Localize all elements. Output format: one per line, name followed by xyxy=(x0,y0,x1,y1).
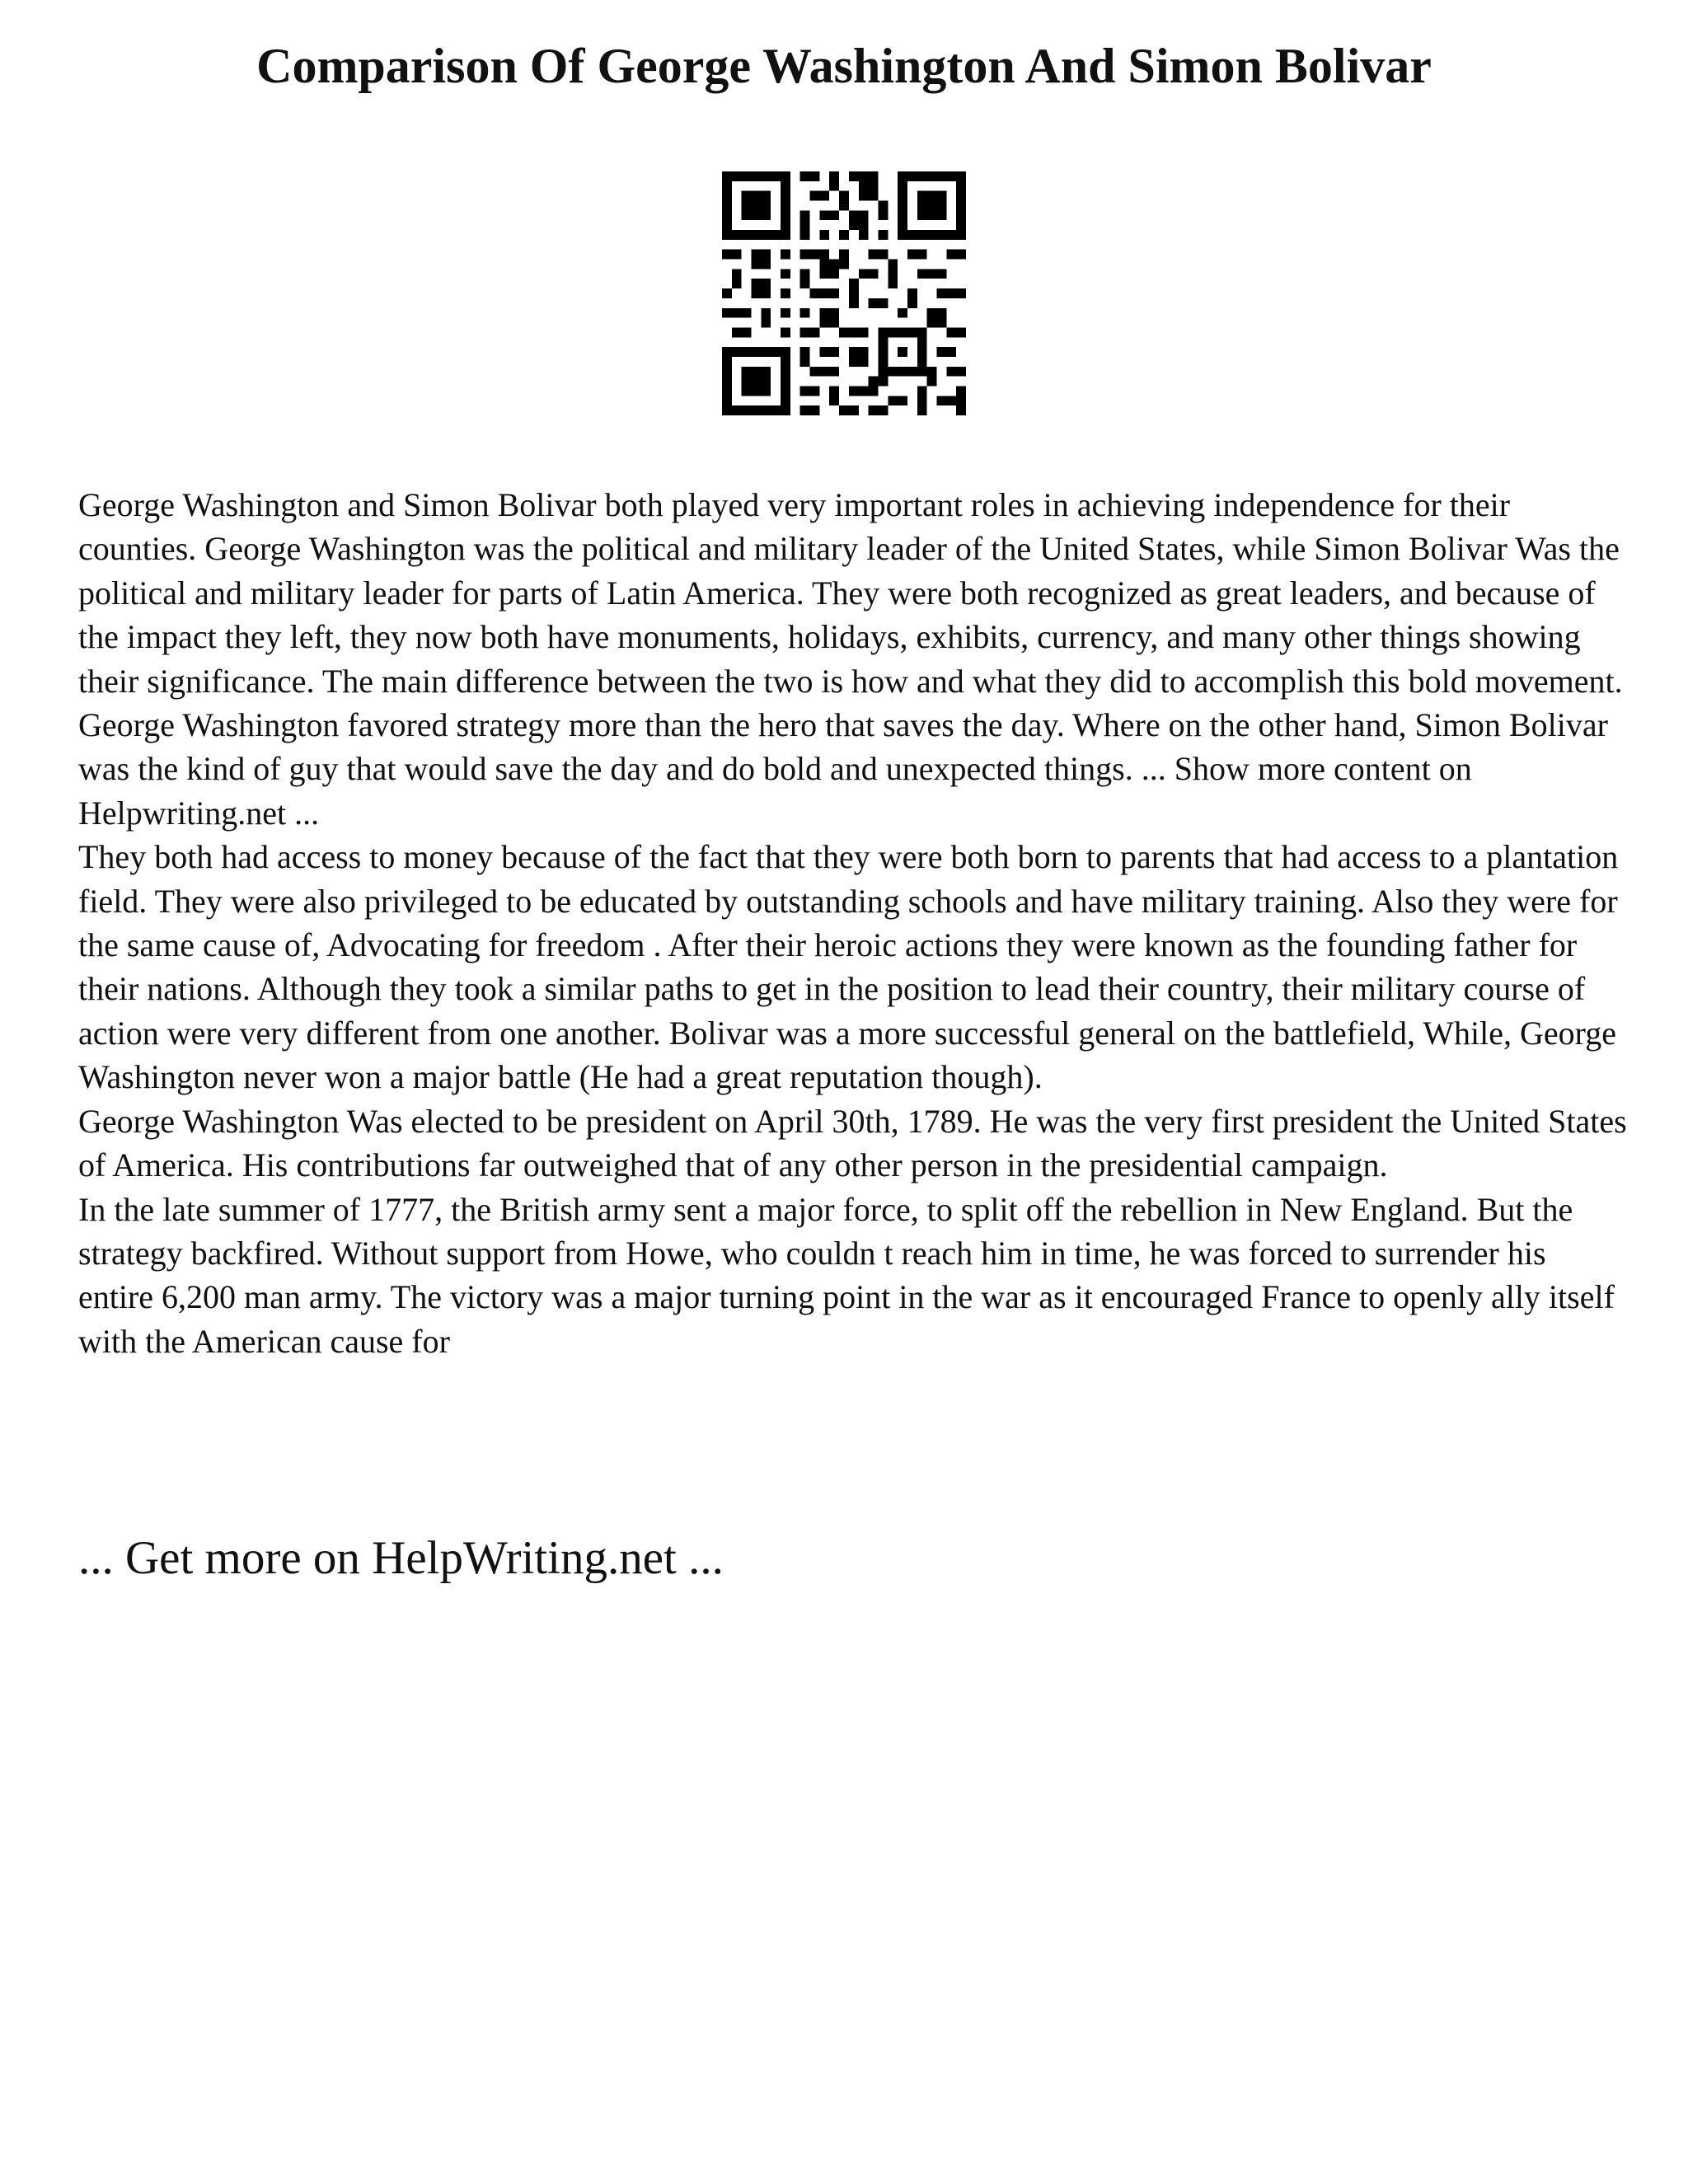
get-more-link[interactable]: ... Get more on HelpWriting.net ... xyxy=(78,1532,724,1584)
paragraph: George Washington and Simon Bolivar both played very important roles in achieving independence for their counties. George Washington was the political and military leader of the United States, while Simon Bolivar Was the political and military leader for parts of Latin America. They were both recognized as great leaders, and because of the impact they left, they now both have monuments, holidays, exhibits, currency, and many other things showing their significance. The main difference between the two is how and what they did to accomplish this bold movement. George Washington favored strategy more than the hero that saves the day. Where on the other hand, Simon Bolivar was the kind of guy that would save the day and do bold and unexpected things. ... Show more content on Helpwriting.net ... xyxy=(78,486,1623,832)
document-title: Comparison Of George Washington And Simon Bolivar xyxy=(256,39,1432,93)
qr-code-icon xyxy=(722,171,966,415)
paragraph: They both had access to money because of the fact that they were both born to parents that had access to a plantation field. They were also privileged to be educated by outstanding schools and have military training. Also they were for the same cause of, Advocating for freedom . After their heroic actions they were known as the founding father for their nations. Although they took a similar paths to get in the position to lead their country, their military course of action were very different from one another. Bolivar was a more successful general on the battlefield, While, George Washington never won a major battle (He had a great reputation though). xyxy=(78,838,1619,1096)
paragraph: In the late summer of 1777, the British army sent a major force, to split off the rebellion in New England. But the strategy backfired. Without support from Howe, who couldn t reach him in time, he was forced to surrender his entire 6,200 man army. The victory was a major turning point in the war as it encouraged France to openly ally itself with the American cause for xyxy=(78,1190,1615,1360)
paragraph: George Washington Was elected to be president on April 30th, 1789. He was the very first president the United States of America. His contributions far outweighed that of any other person in the presidential campaign. xyxy=(78,1102,1627,1184)
body-text xyxy=(78,483,1628,1363)
